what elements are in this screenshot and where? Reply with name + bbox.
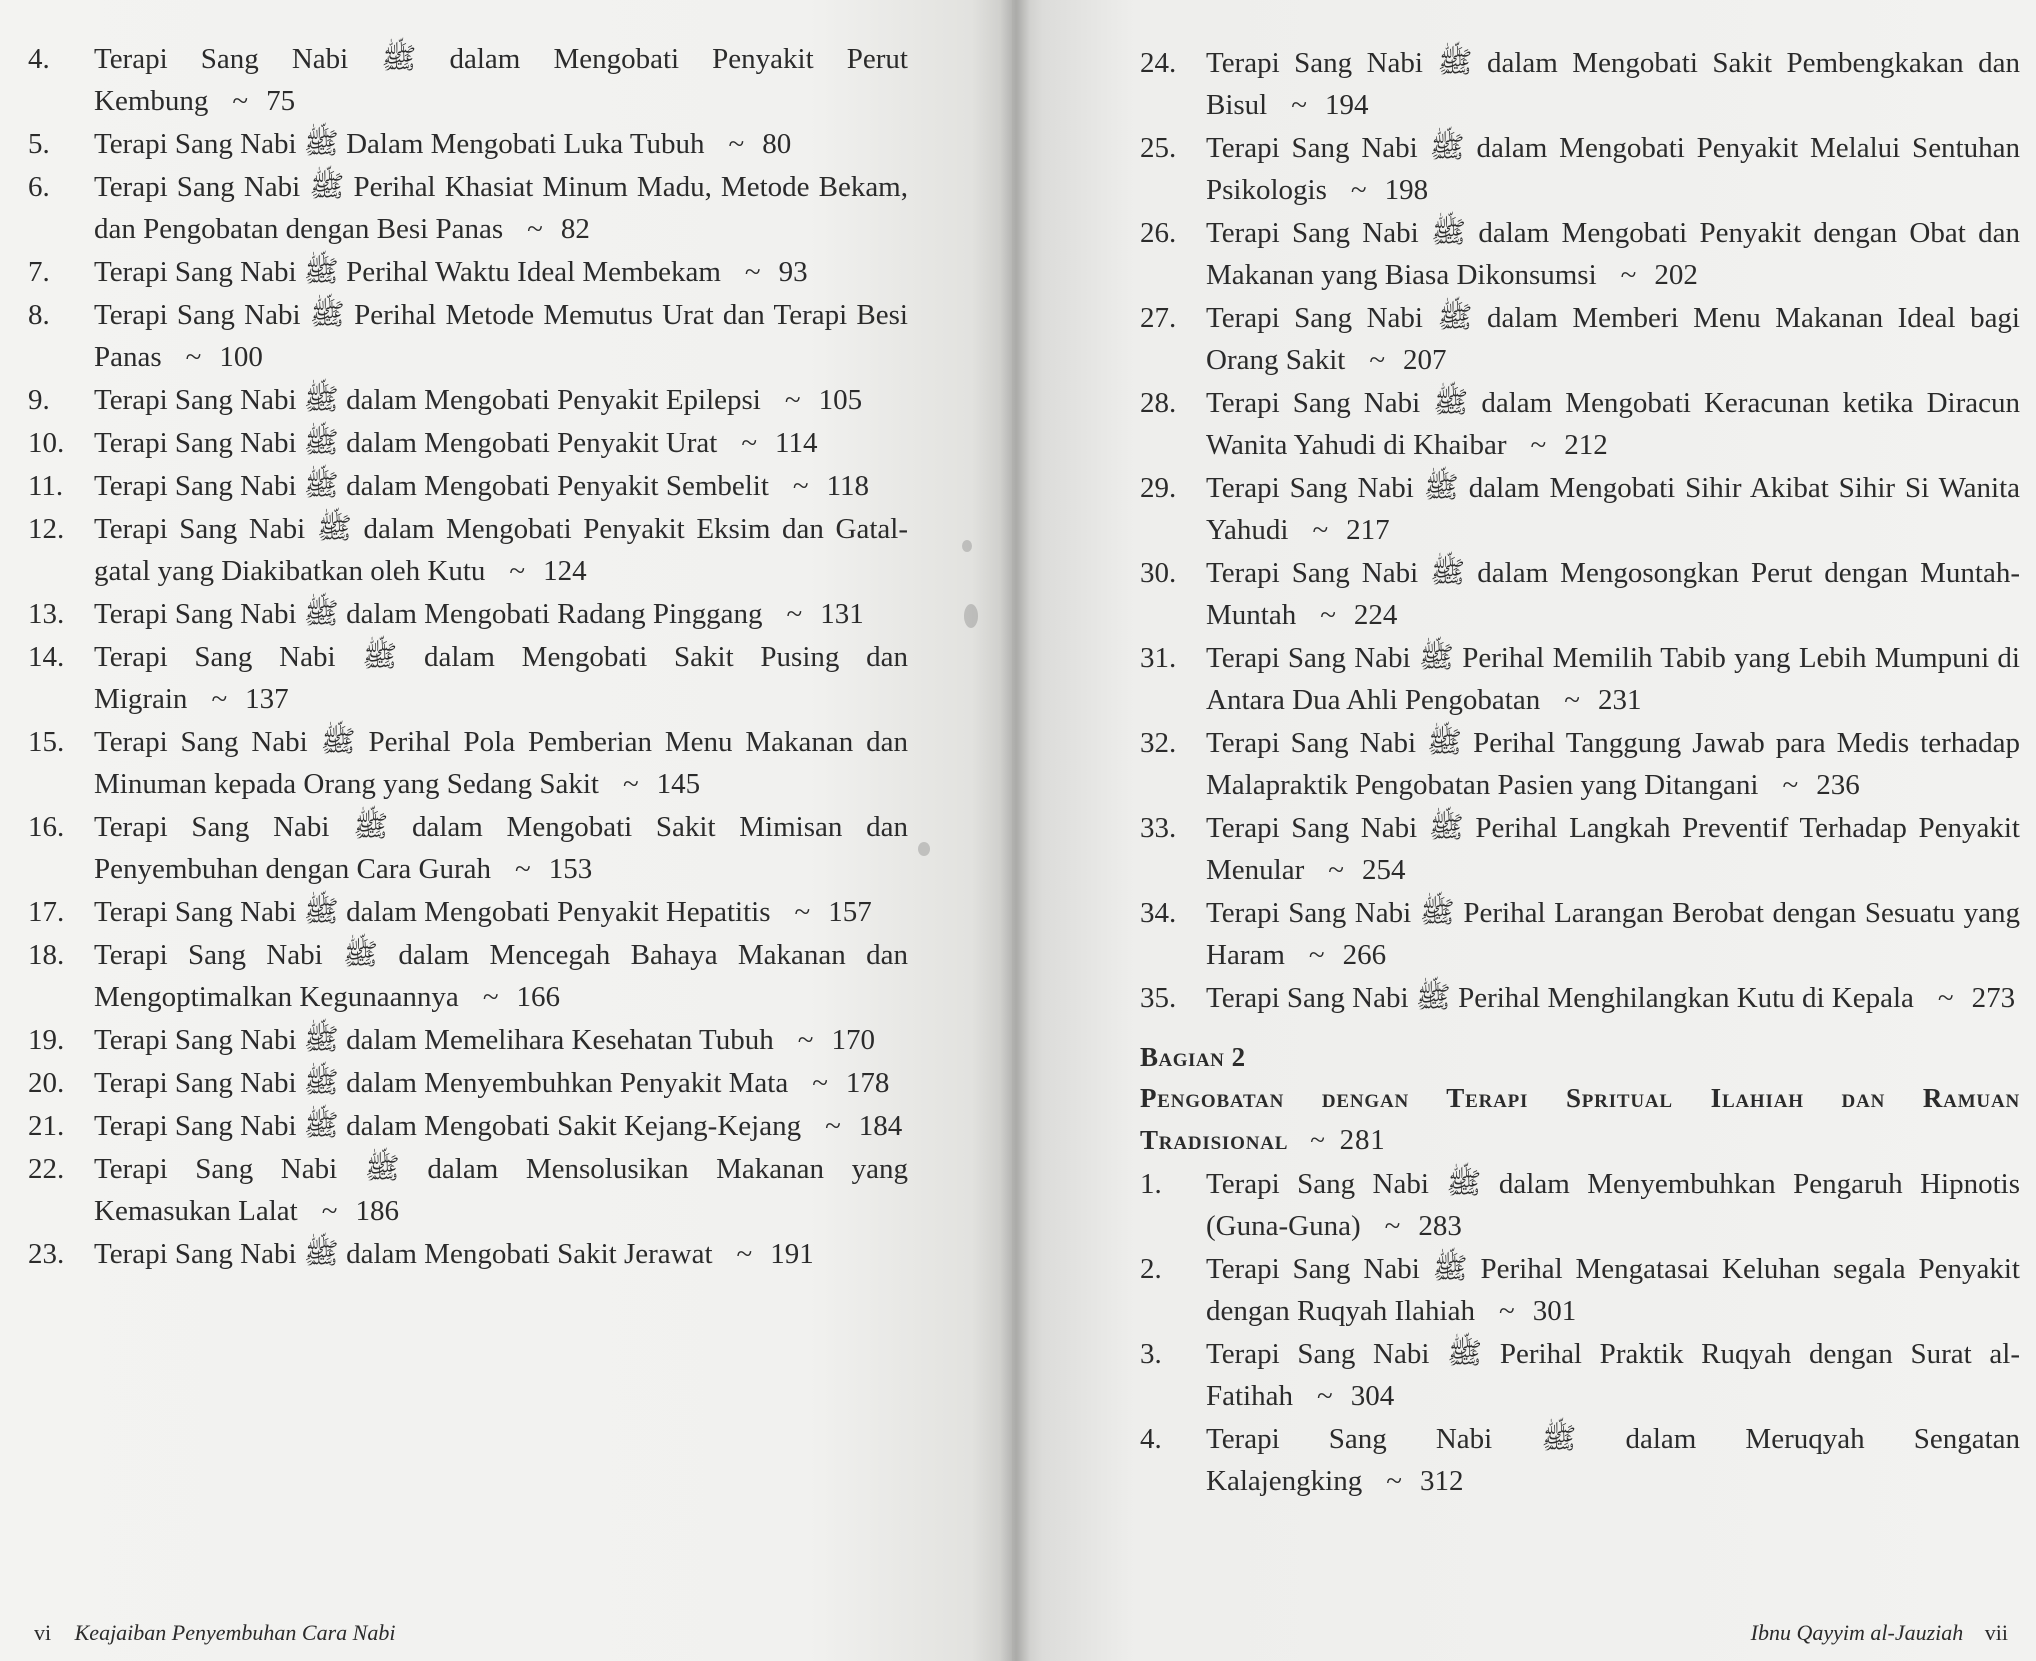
separator: ~ bbox=[1328, 854, 1344, 886]
entry-page-number: 145 bbox=[656, 768, 701, 800]
separator: ~ bbox=[736, 1238, 753, 1270]
entry-title: Terapi Sang Nabi ﷺ Perihal Praktik Ruqyah dengan Surat al-Fatihah bbox=[1206, 1338, 2020, 1412]
toc-entry bbox=[28, 422, 908, 464]
separator: ~ bbox=[1782, 769, 1799, 801]
section-bagian-2 bbox=[1140, 1037, 2020, 1502]
separator: ~ bbox=[1498, 1295, 1515, 1327]
entry-page-number: 131 bbox=[820, 598, 864, 630]
toc-entry bbox=[28, 806, 908, 890]
entry-title: Terapi Sang Nabi ﷺ dalam Meruqyah Sengatan Kalajengking bbox=[1206, 1423, 2020, 1497]
separator: ~ bbox=[784, 384, 801, 416]
entry-page-number: 166 bbox=[516, 981, 561, 1013]
toc-entry bbox=[1140, 807, 2020, 891]
entry-title: Terapi Sang Nabi ﷺ Perihal Larangan Berobat dengan Sesuatu yang Haram bbox=[1206, 897, 2020, 971]
entry-number: 13. bbox=[28, 598, 65, 630]
toc-entry bbox=[28, 465, 908, 507]
toc-entry bbox=[1140, 637, 2020, 721]
separator: ~ bbox=[515, 853, 531, 885]
entry-title: Terapi Sang Nabi ﷺ Perihal Waktu Ideal Membekam bbox=[94, 256, 721, 288]
toc-entry bbox=[1140, 212, 2020, 296]
toc-entry bbox=[28, 1062, 908, 1104]
separator: ~ bbox=[1937, 982, 1954, 1014]
entry-title: Terapi Sang Nabi ﷺ dalam Memberi Menu Makanan Ideal bagi Orang Sakit bbox=[1206, 302, 2020, 376]
entry-number: 29. bbox=[1140, 472, 1177, 504]
left-page-number: vi bbox=[34, 1620, 52, 1645]
toc-entry bbox=[28, 166, 908, 250]
entry-page-number: 212 bbox=[1564, 429, 1608, 461]
entry-title: Terapi Sang Nabi ﷺ dalam Mengosongkan Perut dengan Muntah-Muntah bbox=[1206, 557, 2020, 631]
toc-entry bbox=[1140, 297, 2020, 381]
entry-page-number: 80 bbox=[762, 128, 792, 160]
entry-number: 6. bbox=[28, 171, 50, 203]
toc-entry bbox=[28, 123, 908, 165]
toc-entry bbox=[28, 721, 908, 805]
entry-page-number: 304 bbox=[1350, 1380, 1395, 1412]
toc-entry bbox=[1140, 127, 2020, 211]
toc-left-list bbox=[28, 38, 908, 1276]
separator: ~ bbox=[1308, 939, 1325, 971]
separator: ~ bbox=[792, 470, 809, 502]
entry-number: 33. bbox=[1140, 812, 1177, 844]
toc-entry bbox=[28, 1105, 908, 1147]
entry-title: Terapi Sang Nabi ﷺ dalam Mengobati Sakit Kejang-Kejang bbox=[94, 1110, 802, 1142]
entry-page-number: 93 bbox=[778, 256, 808, 288]
left-running-title: Keajaiban Penyembuhan Cara Nabi bbox=[74, 1620, 396, 1645]
separator: ~ bbox=[1312, 514, 1329, 546]
entry-number: 17. bbox=[28, 896, 65, 928]
entry-number: 20. bbox=[28, 1067, 65, 1099]
right-page-number: vii bbox=[1984, 1620, 2008, 1645]
entry-page-number: 231 bbox=[1597, 684, 1642, 716]
entry-page-number: 157 bbox=[828, 896, 872, 928]
toc-entry bbox=[1140, 977, 2020, 1019]
entry-title: Terapi Sang Nabi ﷺ dalam Mengobati Penyakit Sembelit bbox=[94, 470, 769, 502]
entry-title: Terapi Sang Nabi ﷺ dalam Mengobati Sakit Jerawat bbox=[94, 1238, 713, 1270]
entry-page-number: 236 bbox=[1816, 769, 1860, 801]
separator: ~ bbox=[1620, 259, 1637, 291]
entry-page-number: 207 bbox=[1403, 344, 1447, 376]
toc-entry bbox=[1140, 1248, 2020, 1332]
separator: ~ bbox=[1564, 684, 1580, 716]
entry-page-number: 178 bbox=[845, 1067, 890, 1099]
separator: ~ bbox=[185, 341, 202, 373]
entry-title: Terapi Sang Nabi ﷺ dalam Mengobati Sakit Pembengkakan dan Bisul bbox=[1206, 47, 2020, 121]
entry-page-number: 82 bbox=[560, 213, 590, 245]
separator: ~ bbox=[1530, 429, 1547, 461]
entry-page-number: 75 bbox=[266, 85, 296, 117]
entry-title: Terapi Sang Nabi ﷺ Perihal Pola Pemberian Menu Makanan dan Minuman kepada Orang yang Sedang Sakit bbox=[94, 726, 908, 800]
entry-number: 28. bbox=[1140, 387, 1177, 419]
entry-page-number: 184 bbox=[858, 1110, 903, 1142]
separator: ~ bbox=[1310, 1125, 1326, 1155]
toc-entry bbox=[28, 636, 908, 720]
separator: ~ bbox=[794, 896, 811, 928]
section-page-number: 281 bbox=[1339, 1124, 1386, 1156]
separator: ~ bbox=[744, 256, 761, 288]
toc-entry bbox=[1140, 552, 2020, 636]
entry-title: Terapi Sang Nabi ﷺ dalam Mengobati Penyakit Perut Kembung bbox=[94, 43, 908, 117]
toc-right-entries bbox=[1140, 42, 2020, 1019]
entry-title: Terapi Sang Nabi ﷺ Perihal Mengatasai Keluhan segala Penyakit dengan Ruqyah Ilahiah bbox=[1206, 1253, 2020, 1327]
entry-title: Terapi Sang Nabi ﷺ dalam Mengobati Penyakit Urat bbox=[94, 427, 718, 459]
entry-page-number: 224 bbox=[1353, 599, 1398, 631]
right-running-title: Ibnu Qayyim al-Jauziah bbox=[1750, 1620, 1964, 1645]
entry-title: Terapi Sang Nabi ﷺ dalam Mencegah Bahaya Makanan dan Mengoptimalkan Kegunaannya bbox=[94, 939, 908, 1013]
separator: ~ bbox=[825, 1110, 841, 1142]
separator: ~ bbox=[786, 598, 803, 630]
separator: ~ bbox=[812, 1067, 828, 1099]
entry-title: Terapi Sang Nabi ﷺ dalam Mengobati Sakit Mimisan dan Penyembuhan dengan Cara Gurah bbox=[94, 811, 908, 885]
entry-title: Terapi Sang Nabi ﷺ Perihal Langkah Preventif Terhadap Penyakit Menular bbox=[1206, 812, 2020, 886]
entry-page-number: 137 bbox=[245, 683, 289, 715]
separator: ~ bbox=[797, 1024, 814, 1056]
entry-page-number: 114 bbox=[775, 427, 818, 459]
separator: ~ bbox=[211, 683, 228, 715]
page-smudge bbox=[918, 842, 930, 856]
entry-number: 35. bbox=[1140, 982, 1177, 1014]
toc-entry bbox=[28, 593, 908, 635]
toc-entry bbox=[28, 1148, 908, 1232]
section-heading: Bagian 2 bbox=[1140, 1042, 1246, 1072]
entry-title: Terapi Sang Nabi ﷺ dalam Mengobati Sakit Pusing dan Migrain bbox=[94, 641, 908, 715]
entry-number: 30. bbox=[1140, 557, 1177, 589]
separator: ~ bbox=[1384, 1210, 1401, 1242]
toc-entry bbox=[1140, 1163, 2020, 1247]
entry-title: Terapi Sang Nabi ﷺ dalam Mengobati Penyakit Hepatitis bbox=[94, 896, 771, 928]
separator: ~ bbox=[1386, 1465, 1402, 1497]
entry-page-number: 191 bbox=[770, 1238, 814, 1270]
separator: ~ bbox=[1320, 599, 1336, 631]
entry-number: 32. bbox=[1140, 727, 1177, 759]
section-title bbox=[1140, 1077, 2020, 1161]
entry-title: Terapi Sang Nabi ﷺ dalam Mengobati Keracunan ketika Diracun Wanita Yahudi di Khaibar bbox=[1206, 387, 2020, 461]
toc-entry bbox=[28, 1233, 908, 1275]
page-smudge bbox=[964, 604, 978, 628]
book-gutter bbox=[1000, 0, 1030, 1661]
entry-number: 5. bbox=[28, 128, 50, 160]
toc-entry bbox=[28, 891, 908, 933]
separator: ~ bbox=[321, 1195, 338, 1227]
entry-number: 1. bbox=[1140, 1168, 1162, 1200]
entry-title: Terapi Sang Nabi ﷺ Perihal Metode Memutus Urat dan Terapi Besi Panas bbox=[94, 299, 908, 373]
entry-title: Terapi Sang Nabi ﷺ Perihal Tanggung Jawab para Medis terhadap Malapraktik Pengobatan Pasien yang Ditangani bbox=[1206, 727, 2020, 801]
entry-page-number: 186 bbox=[355, 1195, 399, 1227]
entry-title: Terapi Sang Nabi ﷺ dalam Menyembuhkan Pengaruh Hipnotis (Guna-Guna) bbox=[1206, 1168, 2020, 1242]
entry-title: Terapi Sang Nabi ﷺ Perihal Khasiat Minum Madu, Metode Bekam, dan Pengobatan dengan Besi Panas bbox=[94, 171, 908, 245]
entry-title: Terapi Sang Nabi ﷺ Perihal Memilih Tabib yang Lebih Mumpuni di Antara Dua Ahli Pengobatan bbox=[1206, 642, 2020, 716]
separator: ~ bbox=[1317, 1380, 1333, 1412]
toc-entry bbox=[28, 379, 908, 421]
toc-entry bbox=[28, 251, 908, 293]
entry-number: 7. bbox=[28, 256, 50, 288]
section-entries bbox=[1140, 1163, 2020, 1502]
separator: ~ bbox=[482, 981, 499, 1013]
separator: ~ bbox=[1350, 174, 1367, 206]
entry-number: 31. bbox=[1140, 642, 1177, 674]
entry-page-number: 170 bbox=[831, 1024, 875, 1056]
entry-title: Terapi Sang Nabi ﷺ dalam Mengobati Penyakit Eksim dan Gatal-gatal yang Diakibatkan oleh Kutu bbox=[94, 513, 908, 587]
toc-entry bbox=[28, 1019, 908, 1061]
entry-page-number: 194 bbox=[1324, 89, 1369, 121]
entry-page-number: 217 bbox=[1346, 514, 1390, 546]
right-footer bbox=[1751, 1620, 2008, 1646]
entry-page-number: 153 bbox=[548, 853, 593, 885]
entry-number: 23. bbox=[28, 1238, 65, 1270]
separator: ~ bbox=[741, 427, 758, 459]
toc-entry bbox=[1140, 467, 2020, 551]
entry-page-number: 202 bbox=[1654, 259, 1698, 291]
toc-entry bbox=[1140, 42, 2020, 126]
entry-title: Terapi Sang Nabi ﷺ dalam Mengobati Penyakit Melalui Sentuhan Psikologis bbox=[1206, 132, 2020, 206]
toc-entry bbox=[28, 38, 908, 122]
entry-page-number: 301 bbox=[1532, 1295, 1577, 1327]
toc-entry bbox=[1140, 722, 2020, 806]
entry-page-number: 100 bbox=[219, 341, 263, 373]
entry-title: Terapi Sang Nabi ﷺ dalam Mengobati Penyakit Epilepsi bbox=[94, 384, 761, 416]
entry-number: 8. bbox=[28, 299, 50, 331]
toc-entry bbox=[28, 294, 908, 378]
entry-title: Terapi Sang Nabi ﷺ dalam Mensolusikan Makanan yang Kemasukan Lalat bbox=[94, 1153, 909, 1227]
entry-number: 15. bbox=[28, 726, 65, 758]
entry-number: 24. bbox=[1140, 47, 1177, 79]
toc-entry bbox=[1140, 382, 2020, 466]
entry-number: 22. bbox=[28, 1153, 65, 1185]
entry-number: 19. bbox=[28, 1024, 65, 1056]
entry-title: Terapi Sang Nabi ﷺ dalam Memelihara Kesehatan Tubuh bbox=[94, 1024, 774, 1056]
separator: ~ bbox=[232, 85, 249, 117]
entry-title: Terapi Sang Nabi ﷺ dalam Mengobati Radang Pinggang bbox=[94, 598, 763, 630]
toc-entry bbox=[1140, 1418, 2020, 1502]
page-smudge bbox=[962, 540, 972, 552]
toc-entry bbox=[1140, 892, 2020, 976]
entry-page-number: 273 bbox=[1971, 982, 2016, 1014]
separator: ~ bbox=[728, 128, 745, 160]
entry-number: 12. bbox=[28, 513, 65, 545]
entry-page-number: 105 bbox=[818, 384, 863, 416]
entry-number: 18. bbox=[28, 939, 65, 971]
entry-number: 21. bbox=[28, 1110, 65, 1142]
entry-number: 3. bbox=[1140, 1338, 1162, 1370]
entry-number: 27. bbox=[1140, 302, 1177, 334]
left-footer bbox=[34, 1620, 395, 1646]
entry-title: Terapi Sang Nabi ﷺ Perihal Menghilangkan Kutu di Kepala bbox=[1206, 982, 1914, 1014]
entry-page-number: 118 bbox=[826, 470, 870, 502]
entry-page-number: 283 bbox=[1418, 1210, 1462, 1242]
toc-entry bbox=[1140, 1333, 2020, 1417]
entry-number: 26. bbox=[1140, 217, 1177, 249]
separator: ~ bbox=[622, 768, 639, 800]
entry-number: 34. bbox=[1140, 897, 1177, 929]
entry-page-number: 254 bbox=[1361, 854, 1406, 886]
separator: ~ bbox=[527, 213, 543, 245]
toc-entry bbox=[28, 508, 908, 592]
entry-title: Terapi Sang Nabi ﷺ dalam Mengobati Sihir Akibat Sihir Si Wanita Yahudi bbox=[1206, 472, 2020, 546]
entry-page-number: 312 bbox=[1419, 1465, 1464, 1497]
separator: ~ bbox=[1369, 344, 1386, 376]
entry-page-number: 266 bbox=[1342, 939, 1387, 971]
separator: ~ bbox=[509, 555, 526, 587]
entry-number: 9. bbox=[28, 384, 50, 416]
entry-number: 4. bbox=[1140, 1423, 1162, 1455]
entry-number: 10. bbox=[28, 427, 65, 459]
entry-page-number: 198 bbox=[1384, 174, 1429, 206]
entry-number: 11. bbox=[28, 470, 64, 502]
entry-title: Terapi Sang Nabi ﷺ dalam Menyembuhkan Penyakit Mata bbox=[94, 1067, 789, 1099]
section-title-text: Pengobatan dengan Terapi Spritual Ilahiah dan Ramuan Tradisional bbox=[1140, 1083, 2020, 1155]
toc-right-list bbox=[1140, 42, 2020, 1503]
left-page bbox=[0, 0, 1012, 1661]
entry-number: 4. bbox=[28, 43, 50, 75]
entry-number: 25. bbox=[1140, 132, 1177, 164]
entry-number: 14. bbox=[28, 641, 65, 673]
entry-page-number: 124 bbox=[543, 555, 587, 587]
toc-entry bbox=[28, 934, 908, 1018]
entry-title: Terapi Sang Nabi ﷺ Dalam Mengobati Luka Tubuh bbox=[94, 128, 705, 160]
entry-title: Terapi Sang Nabi ﷺ dalam Mengobati Penyakit dengan Obat dan Makanan yang Biasa Dikonsumsi bbox=[1206, 217, 2020, 291]
entry-number: 2. bbox=[1140, 1253, 1162, 1285]
entry-number: 16. bbox=[28, 811, 65, 843]
separator: ~ bbox=[1291, 89, 1307, 121]
